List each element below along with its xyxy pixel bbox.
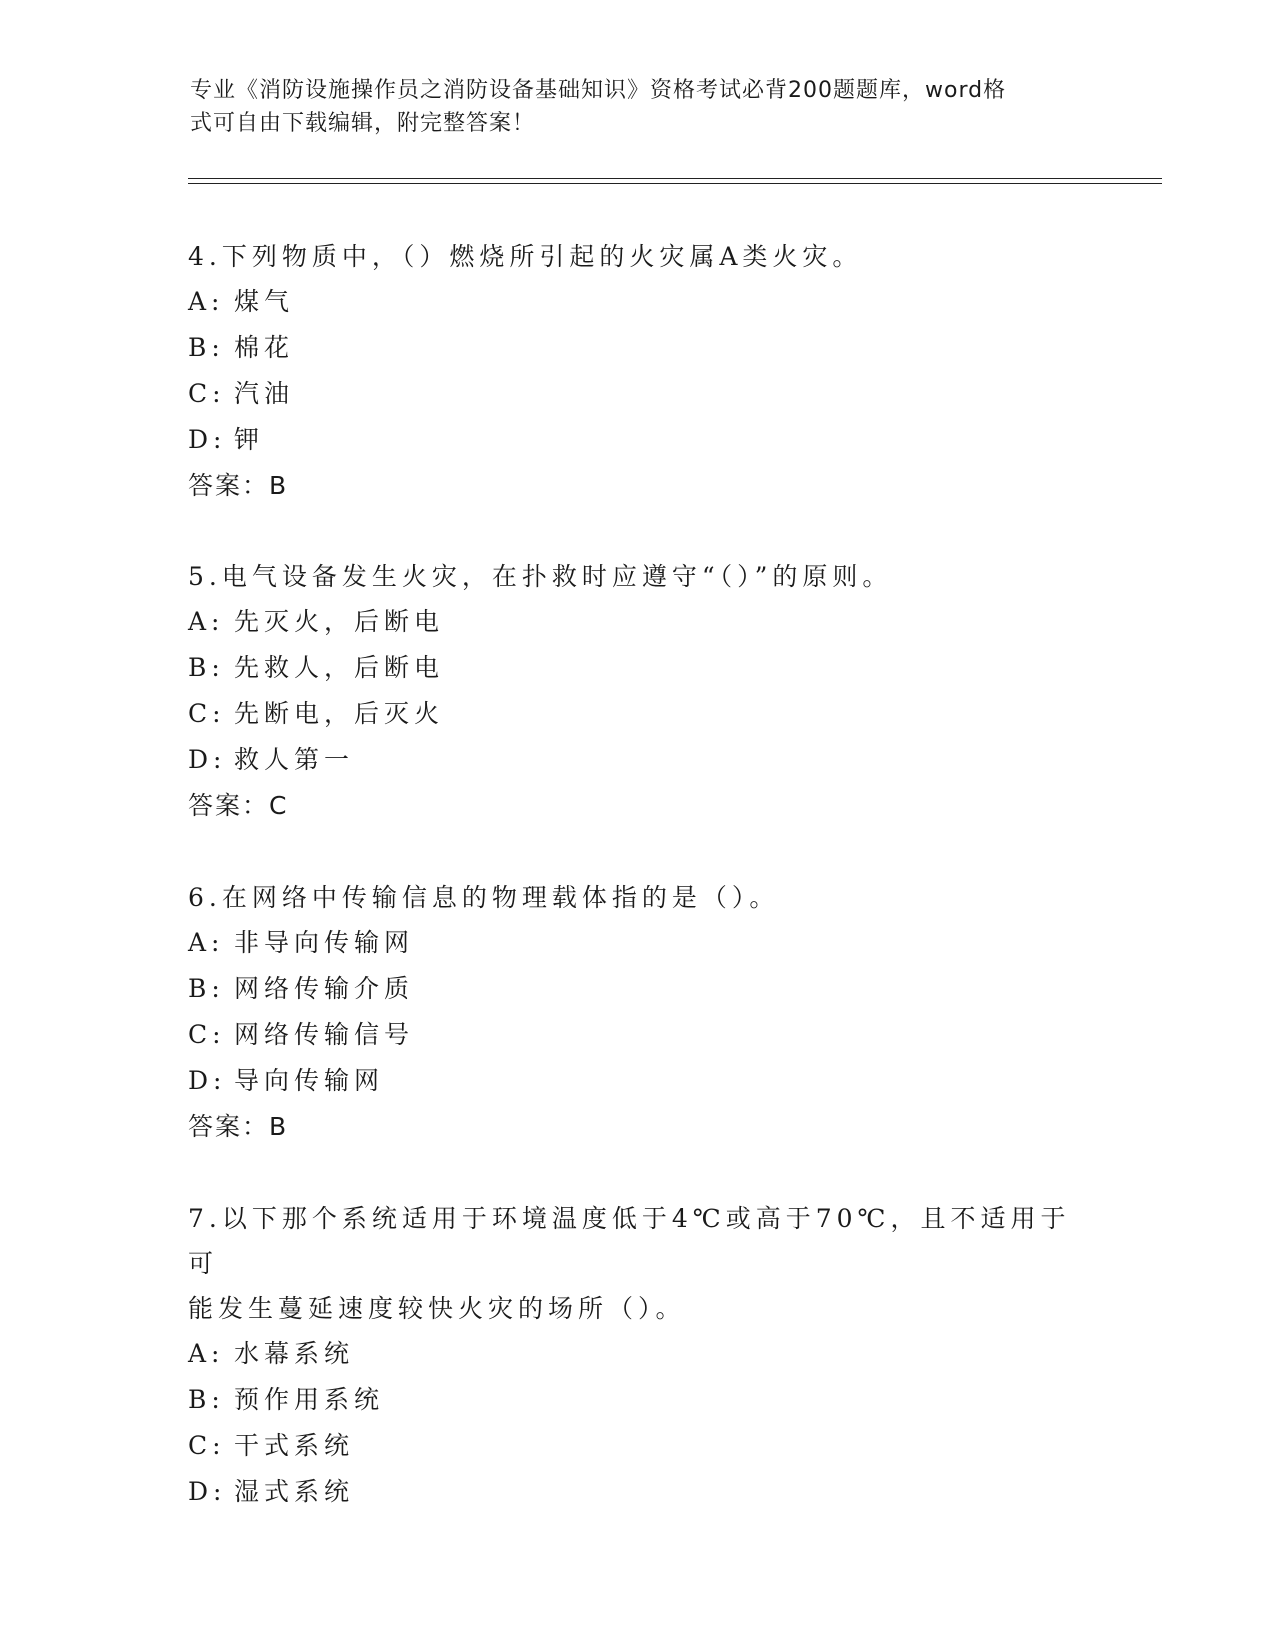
option-key: C: [188,699,226,728]
option-text: 钾 [234,425,265,454]
option-c [188,1012,1078,1058]
option-text: 先灭火，后断电 [234,607,445,636]
option-key: B: [188,1385,225,1414]
question-7 [188,1196,1078,1515]
option-text: 水幕系统 [234,1339,355,1368]
question-stem: 5.电气设备发生火灾，在扑救时应遵守“（）”的原则。 [188,562,893,591]
question-5 [188,554,1078,829]
option-c [188,371,1078,417]
option-text: 预作用系统 [234,1385,385,1414]
option-a [188,599,1078,645]
option-key: C: [188,379,226,408]
option-b [188,325,1078,371]
answer-line: 答案：C [188,791,289,820]
option-key: D: [188,745,227,774]
header-divider-bottom [188,183,1162,184]
option-d [188,1058,1078,1104]
option-key: C: [188,1431,226,1460]
question-4 [188,234,1078,509]
document-header [190,74,1070,140]
option-d [188,417,1078,463]
option-d [188,1469,1078,1515]
header-line-2: 式可自由下载编辑，附完整答案！ [190,111,536,136]
option-c [188,691,1078,737]
option-key: A: [188,287,225,316]
option-text: 汽油 [234,379,295,408]
option-key: A: [188,607,225,636]
option-text: 棉花 [234,333,295,362]
answer-line: 答案：B [188,1112,289,1141]
option-key: D: [188,1477,227,1506]
option-a [188,920,1078,966]
answer-line: 答案：B [188,471,289,500]
option-key: C: [188,1020,226,1049]
option-text: 导向传输网 [234,1066,385,1095]
question-6 [188,875,1078,1150]
option-text: 先救人，后断电 [234,653,445,682]
option-a [188,1331,1078,1377]
header-line-1: 专业《消防设施操作员之消防设备基础知识》资格考试必背200题题库，word格 [190,78,1007,103]
option-text: 网络传输介质 [234,974,415,1003]
option-text: 干式系统 [234,1431,355,1460]
option-key: B: [188,333,225,362]
option-key: B: [188,653,225,682]
question-stem-line-2: 能发生蔓延速度较快火灾的场所（）。 [188,1294,686,1323]
option-text: 煤气 [234,287,295,316]
option-d [188,737,1078,783]
question-stem: 4.下列物质中，（）燃烧所引起的火灾属A类火灾。 [188,242,863,271]
option-text: 网络传输信号 [234,1020,415,1049]
option-b [188,645,1078,691]
option-text: 救人第一 [234,745,355,774]
option-b [188,1377,1078,1423]
option-b [188,966,1078,1012]
option-key: D: [188,1066,227,1095]
header-divider-top [188,178,1162,179]
option-text: 湿式系统 [234,1477,355,1506]
option-key: A: [188,928,225,957]
option-key: B: [188,974,225,1003]
option-a [188,279,1078,325]
option-text: 非导向传输网 [234,928,415,957]
option-text: 先断电，后灭火 [234,699,445,728]
option-c [188,1423,1078,1469]
question-stem: 6.在网络中传输信息的物理载体指的是（）。 [188,883,780,912]
question-stem-line-1: 7.以下那个系统适用于环境温度低于4℃或高于70℃，且不适用于可 [188,1204,1071,1278]
option-key: A: [188,1339,225,1368]
option-key: D: [188,425,227,454]
